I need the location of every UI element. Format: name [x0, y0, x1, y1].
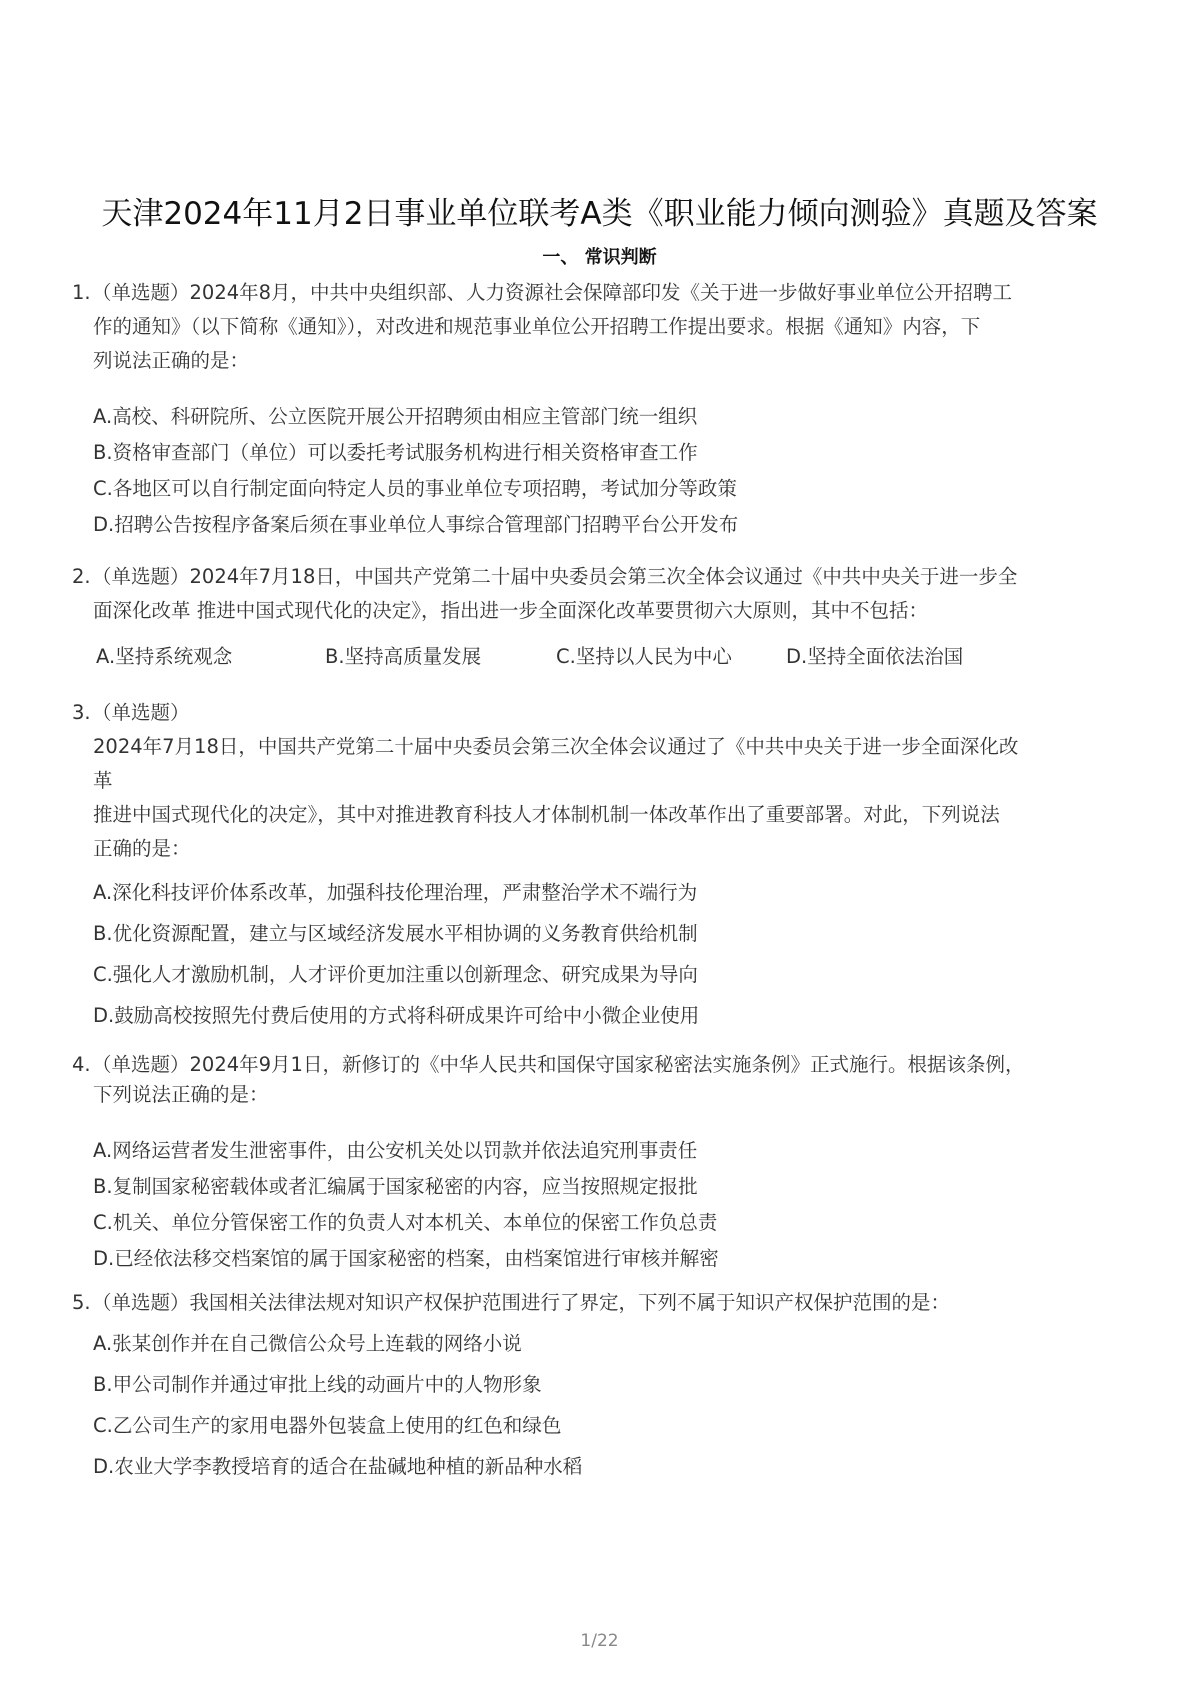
option-c: C.乙公司生产的家用电器外包装盒上使用的红色和绿色 — [93, 1414, 562, 1437]
section-heading: 一、 常识判断 — [542, 247, 657, 268]
option-b: B.坚持高质量发展 — [325, 645, 482, 668]
question-number: 5. — [72, 1291, 91, 1314]
option-a: A.张某创作并在自己微信公众号上连载的网络小说 — [93, 1332, 522, 1355]
question-text-line: （单选题）2024年7月18日，中国共产党第二十届中央委员会第三次全体会议通过《中共中央关于进一步全 — [92, 565, 1018, 588]
option-b: B.优化资源配置，建立与区域经济发展水平相协调的义务教育供给机制 — [93, 922, 698, 945]
option-c: C.各地区可以自行制定面向特定人员的事业单位专项招聘，考试加分等政策 — [93, 477, 737, 500]
option-c: C.强化人才激励机制，人才评价更加注重以创新理念、研究成果为导向 — [93, 963, 698, 986]
option-a: A.深化科技评价体系改革，加强科技伦理治理，严肃整治学术不端行为 — [93, 881, 698, 904]
question-text-line: 正确的是： — [93, 837, 191, 860]
option-d: D.招聘公告按程序备案后须在事业单位人事综合管理部门招聘平台公开发布 — [93, 513, 739, 536]
option-a: A.坚持系统观念 — [96, 645, 233, 668]
option-b: B.资格审查部门（单位）可以委托考试服务机构进行相关资格审查工作 — [93, 441, 698, 464]
question-text-line: 推进中国式现代化的决定》，其中对推进教育科技人才体制机制一体改革作出了重要部署。对此，下列说法 — [93, 803, 1000, 826]
question-text-line: 列说法正确的是： — [93, 349, 250, 372]
option-d: D.已经依法移交档案馆的属于国家秘密的档案，由档案馆进行审核并解密 — [93, 1247, 719, 1270]
question-text-line: （单选题）2024年8月，中共中央组织部、人力资源社会保障部印发《关于进一步做好事业单位公开招聘工 — [92, 281, 1013, 304]
question-text-line: 革 — [93, 769, 113, 792]
option-b: B.复制国家秘密载体或者汇编属于国家秘密的内容，应当按照规定报批 — [93, 1175, 698, 1198]
option-a: A.网络运营者发生泄密事件，由公安机关处以罚款并依法追究刑事责任 — [93, 1139, 698, 1162]
question-text-line: 2024年7月18日，中国共产党第二十届中央委员会第三次全体会议通过了《中共中央关于进一步全面深化改 — [93, 735, 1019, 758]
question-text-line: 下列说法正确的是： — [93, 1083, 269, 1106]
option-d: D.农业大学李教授培育的适合在盐碱地种植的新品种水稻 — [93, 1455, 583, 1478]
page-number: 1/22 — [580, 1631, 619, 1651]
option-a: A.高校、科研院所、公立医院开展公开招聘须由相应主管部门统一组织 — [93, 405, 698, 428]
question-text-line: 作的通知》（以下简称《通知》），对改进和规范事业单位公开招聘工作提出要求。根据《通知》内容，下 — [93, 315, 981, 338]
question-text-line: （单选题）我国相关法律法规对知识产权保护范围进行了界定，下列不属于知识产权保护范围的是： — [92, 1291, 951, 1314]
question-number: 1. — [72, 281, 91, 304]
option-d: D.鼓励高校按照先付费后使用的方式将科研成果许可给中小微企业使用 — [93, 1004, 700, 1027]
question-text-line: （单选题） — [92, 701, 190, 724]
option-c: C.机关、单位分管保密工作的负责人对本机关、本单位的保密工作负总责 — [93, 1211, 718, 1234]
question-number: 4. — [72, 1053, 91, 1076]
option-b: B.甲公司制作并通过审批上线的动画片中的人物形象 — [93, 1373, 542, 1396]
question-text-line: 面深化改革 推进中国式现代化的决定》，指出进一步全面深化改革要贯彻六大原则，其中不包括： — [93, 599, 928, 622]
question-number: 2. — [72, 565, 91, 588]
document-title: 天津2024年11月2日事业单位联考A类《职业能力倾向测验》真题及答案 — [101, 196, 1098, 232]
question-text-line: （单选题）2024年9月1日，新修订的《中华人民共和国保守国家秘密法实施条例》正式施行。根据该条例， — [92, 1053, 1025, 1076]
question-number: 3. — [72, 701, 91, 724]
option-c: C.坚持以人民为中心 — [556, 645, 732, 668]
option-d: D.坚持全面依法治国 — [786, 645, 964, 668]
